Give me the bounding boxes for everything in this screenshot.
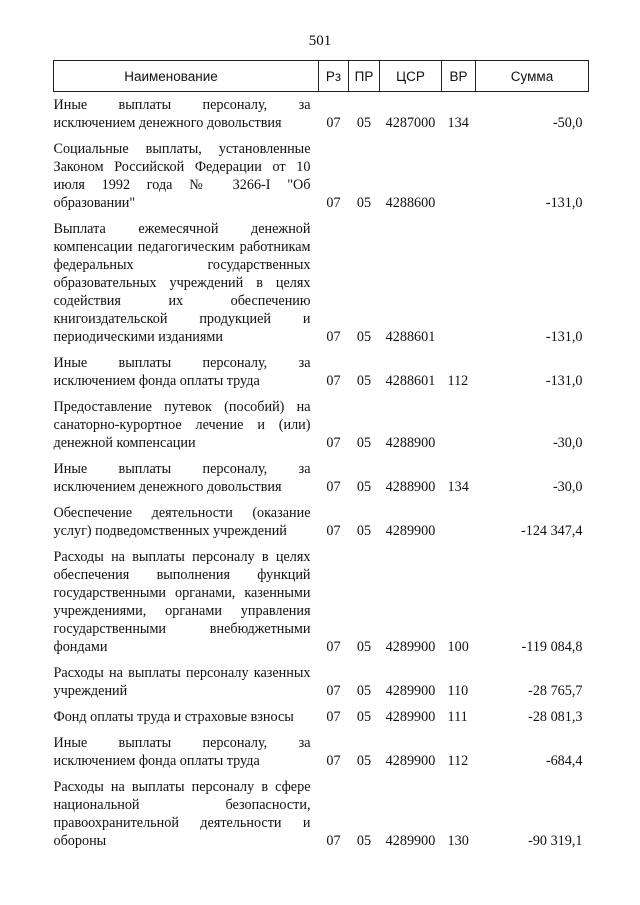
cell-rz: 07: [326, 523, 341, 539]
cell-sum: -90 319,1: [528, 833, 583, 849]
cell-csr: 4288600: [385, 195, 436, 211]
table-row: [54, 348, 589, 392]
cell-pr: 05: [356, 479, 372, 495]
header-name: Наименование: [54, 61, 319, 92]
table-row: [54, 658, 589, 702]
cell-vr: [442, 214, 476, 348]
cell-sum: -30,0: [552, 479, 583, 495]
cell-csr: 4289900: [385, 833, 436, 849]
cell-pr: 05: [356, 753, 372, 769]
table-row: [54, 498, 589, 542]
cell-rz: 07: [326, 709, 341, 725]
cell-name: Иные выплаты персоналу, за исключением фонда оплаты труда: [53, 355, 311, 389]
table-row: [54, 542, 589, 658]
cell-csr: 4289900: [385, 683, 436, 699]
cell-name: Расходы на выплаты персоналу в сфере национальной безопасности, правоохранительной деятельности и обороны: [53, 779, 311, 849]
cell-pr: 05: [356, 639, 372, 655]
cell-rz: 07: [326, 329, 341, 345]
cell-pr: 05: [356, 373, 372, 389]
cell-rz: 07: [326, 639, 341, 655]
cell-pr: 05: [356, 329, 372, 345]
cell-csr: 4288900: [385, 435, 436, 451]
cell-sum: -30,0: [552, 435, 583, 451]
cell-rz: 07: [326, 195, 341, 211]
cell-sum: -28 081,3: [528, 709, 583, 725]
cell-name: Иные выплаты персоналу, за исключением денежного довольствия: [53, 97, 311, 131]
cell-vr: 110: [447, 683, 469, 699]
cell-name: Иные выплаты персоналу, за исключением денежного довольствия: [53, 461, 311, 495]
cell-sum: -131,0: [545, 195, 583, 211]
cell-vr: 100: [447, 639, 469, 655]
cell-pr: 05: [356, 833, 372, 849]
cell-vr: [442, 498, 476, 542]
table-header: [54, 61, 589, 92]
budget-table: [53, 60, 589, 852]
cell-name: Фонд оплаты труда и страховые взносы: [53, 709, 294, 725]
cell-sum: -684,4: [545, 753, 583, 769]
cell-name: Предоставление путевок (пособий) на санаторно-курортное лечение и (или) денежной компенсации: [53, 399, 311, 451]
cell-name: Иные выплаты персоналу, за исключением фонда оплаты труда: [53, 735, 311, 769]
cell-rz: 07: [326, 373, 341, 389]
table-row: [54, 702, 589, 728]
cell-rz: 07: [326, 115, 341, 131]
cell-sum: -28 765,7: [528, 683, 583, 699]
cell-sum: -50,0: [552, 115, 583, 131]
cell-pr: 05: [356, 683, 372, 699]
table-row: [54, 392, 589, 454]
cell-pr: 05: [356, 435, 372, 451]
cell-sum: -119 084,8: [521, 639, 583, 655]
cell-pr: 05: [356, 115, 372, 131]
table-row: [54, 772, 589, 852]
header-rz: Рз: [319, 61, 349, 92]
table-row: [54, 92, 589, 135]
cell-csr: 4289900: [385, 639, 436, 655]
header-csr: ЦСР: [380, 61, 442, 92]
cell-sum: -124 347,4: [521, 523, 583, 539]
header-vr: ВР: [442, 61, 476, 92]
cell-name: Выплата ежемесячной денежной компенсации педагогическим работникам федеральных государственных образовательных учреждений в целях содействия их обеспечению книгоиздательской продукцией и периодическими изданиями: [53, 221, 311, 345]
page-number: 501: [308, 33, 332, 49]
header-pr: ПР: [349, 61, 380, 92]
cell-rz: 07: [326, 833, 341, 849]
cell-rz: 07: [326, 753, 341, 769]
cell-name: Расходы на выплаты персоналу казенных учреждений: [53, 665, 311, 699]
cell-pr: 05: [356, 709, 372, 725]
cell-vr: 112: [447, 373, 469, 389]
cell-csr: 4288601: [385, 329, 436, 345]
cell-csr: 4288900: [385, 479, 436, 495]
table-row: [54, 454, 589, 498]
cell-vr: 134: [447, 115, 469, 131]
cell-vr: [442, 392, 476, 454]
cell-vr: 130: [447, 833, 469, 849]
cell-rz: 07: [326, 435, 341, 451]
cell-name: Социальные выплаты, установленные Законом Российской Федерации от 10 июля 1992 года № 3266-I "Об образовании": [53, 141, 311, 211]
cell-pr: 05: [356, 195, 372, 211]
cell-rz: 07: [326, 479, 341, 495]
header-sum: Сумма: [476, 61, 589, 92]
table-body: [54, 92, 589, 853]
cell-rz: 07: [326, 683, 341, 699]
cell-sum: -131,0: [545, 373, 583, 389]
cell-name: Расходы на выплаты персоналу в целях обеспечения выполнения функций государственными органами, казенными учреждениями, органами управления государственными внебюджетными фондами: [53, 549, 311, 655]
table-row: [54, 214, 589, 348]
cell-pr: 05: [356, 523, 372, 539]
cell-csr: 4289900: [385, 753, 436, 769]
cell-vr: 112: [447, 753, 469, 769]
cell-csr: 4288601: [385, 373, 436, 389]
cell-csr: 4289900: [385, 709, 436, 725]
cell-vr: 111: [447, 709, 468, 725]
cell-sum: -131,0: [545, 329, 583, 345]
cell-vr: [442, 134, 476, 214]
cell-vr: 134: [447, 479, 469, 495]
table-row: [54, 728, 589, 772]
cell-csr: 4287000: [385, 115, 436, 131]
table-row: [54, 134, 589, 214]
cell-csr: 4289900: [385, 523, 436, 539]
cell-name: Обеспечение деятельности (оказание услуг) подведомственных учреждений: [53, 505, 311, 539]
